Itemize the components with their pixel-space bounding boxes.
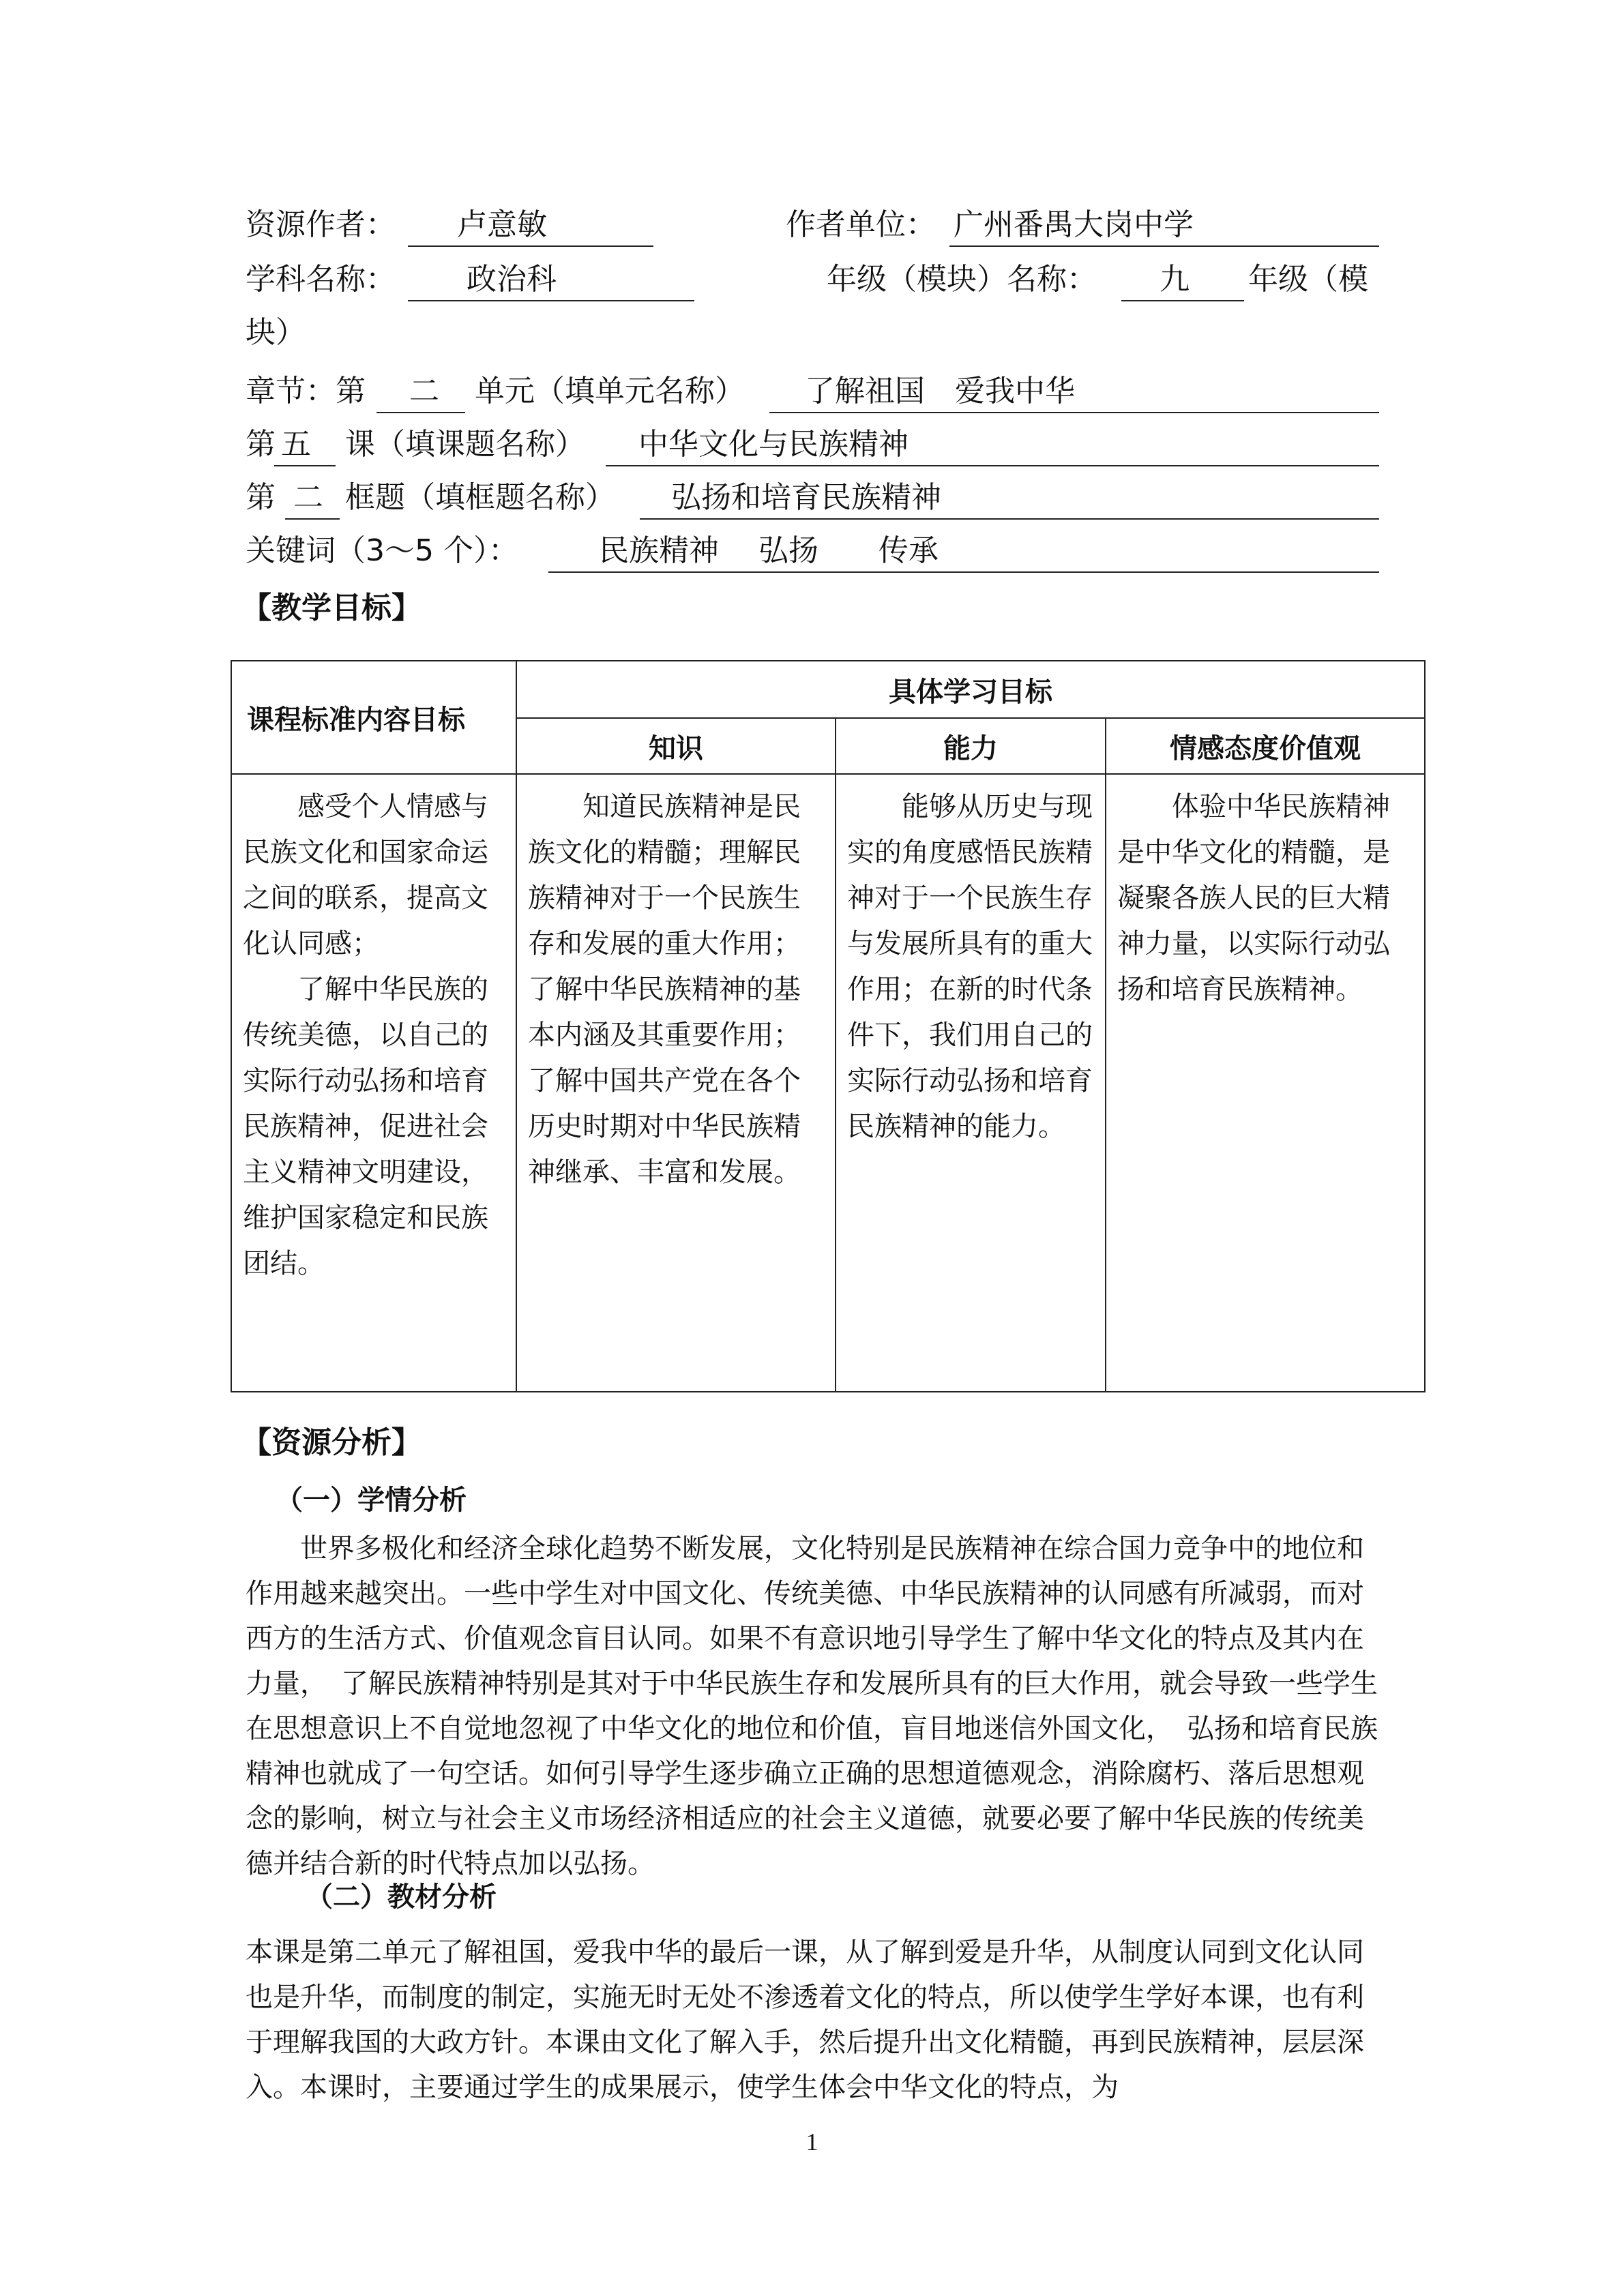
attitude-text: 体验中华民族精神是中华文化的精髓，是凝聚各族人民的巨大精神力量，以实际行动弘扬和培育民族精神。 [1117, 791, 1390, 1005]
standard-cell [231, 774, 516, 1392]
learning-analysis-text: 世界多极化和经济全球化趋势不断发展，文化特别是民族精神在综合国力竞争中的地位和作用越来越突出。一些中学生对中国文化、传统美德、中华民族精神的认同感有所减弱，而对西方的生活方式、价值观念盲目认同。如果不有意识地引导学生了解中华文化的特点及其内在力量， 了解民族精神特别是其对于中华民族生存和发展所具有的巨大作用，就会导致一些学生在思想意识上不自觉地忽视了中华文化的地位和价值，盲目地迷信外国文化， 弘扬和培育民族精神也就成了一句空话。如何引导学生逐步确立正确的思想道德观念，消除腐朽、落后思想观念的影响，树立与社会主义市场经济相适应的社会主义道德，就要必要了解中华民族的传统美德并结合新的时代特点加以弘扬。 [246, 1533, 1378, 1879]
page-number: 1 [806, 2128, 818, 2156]
chapter-name: 了解祖国 爱我中华 [805, 374, 1075, 408]
table-row [231, 774, 1425, 1392]
keywords-value: 民族精神 弘扬 传承 [599, 533, 939, 568]
frame-name: 弘扬和培育民族精神 [671, 480, 941, 515]
teaching-goals-table [231, 660, 1426, 1392]
col-attitude-header: 情感态度价值观 [1106, 718, 1425, 774]
chapter-mid: 单元（填单元名称） [475, 374, 745, 408]
frame-prefix: 第 [246, 480, 276, 515]
textbook-analysis-text: 本课是第二单元了解祖国，爱我中华的最后一课，从了解到爱是升华，从制度认同到文化认同也是升华，而制度的制定，实施无时无处不渗透着文化的特点，所以使学生学好本课，也有利于理解我国的大政方针。本课由文化了解入手，然后提升出文化精髓，再到民族精神，层层深入。本课时，主要通过学生的成果展示，使学生体会中华文化的特点，为 [246, 1937, 1364, 2103]
textbook-analysis-subheading: （二）教材分析 [306, 1881, 497, 1913]
frame-num: 二 [293, 480, 323, 515]
standard-paragraph-1: 感受个人情感与民族文化和国家命运之间的联系，提高文化认同感； [243, 791, 488, 959]
teaching-goals-heading: 【教学目标】 [241, 591, 422, 625]
grade-suffix-wrap: 块） [246, 315, 306, 350]
grade-suffix: 年级（模 [1248, 262, 1368, 297]
author-label: 资源作者： [246, 207, 396, 242]
grade-label: 年级（模块）名称： [827, 262, 1097, 297]
lesson-prefix: 第 [246, 427, 276, 462]
ability-cell [836, 774, 1106, 1392]
subject-value: 政治科 [467, 262, 557, 297]
learning-analysis-subheading: （一）学情分析 [276, 1485, 467, 1516]
lesson-mid: 课（填课题名称） [345, 427, 585, 462]
subject-label: 学科名称： [246, 262, 396, 297]
attitude-cell [1106, 774, 1425, 1392]
lesson-name: 中华文化与民族精神 [638, 427, 909, 462]
unit-label: 作者单位： [786, 207, 936, 242]
chapter-prefix: 章节：第 [246, 374, 366, 408]
knowledge-cell [516, 774, 836, 1392]
keywords-label: 关键词（3～5 个）： [246, 533, 518, 568]
unit-value: 广州番禺大岗中学 [954, 207, 1194, 242]
lesson-num: 五 [281, 427, 311, 462]
resource-analysis-heading: 【资源分析】 [241, 1425, 422, 1460]
grade-value: 九 [1160, 262, 1190, 297]
author-value: 卢意敏 [457, 207, 547, 242]
frame-mid: 框题（填框题名称） [345, 480, 615, 515]
textbook-analysis-paragraph [246, 1930, 1378, 2110]
col-standard-header: 课程标准内容目标 [231, 661, 516, 774]
standard-paragraph-2: 了解中华民族的传统美德，以自己的实际行动弘扬和培育民族精神，促进社会主义精神文明建设，维护国家稳定和民族团结。 [243, 974, 488, 1279]
col-knowledge-header: 知识 [516, 718, 836, 774]
learning-analysis-paragraph [246, 1526, 1378, 1886]
knowledge-text: 知道民族精神是民族文化的精髓；理解民族精神对于一个民族生存和发展的重大作用；了解中华民族精神的基本内涵及其重要作用；了解中国共产党在各个历史时期对中华民族精神继承、丰富和发展。 [528, 791, 801, 1188]
col-ability-header: 能力 [836, 718, 1106, 774]
col-specific-header: 具体学习目标 [516, 661, 1425, 718]
chapter-num: 二 [409, 374, 439, 408]
table-header-row [231, 661, 1425, 718]
ability-text: 能够从历史与现实的角度感悟民族精神对于一个民族生存与发展所具有的重大作用；在新的时代条件下，我们用自己的实际行动弘扬和培育民族精神的能力。 [847, 791, 1093, 1142]
